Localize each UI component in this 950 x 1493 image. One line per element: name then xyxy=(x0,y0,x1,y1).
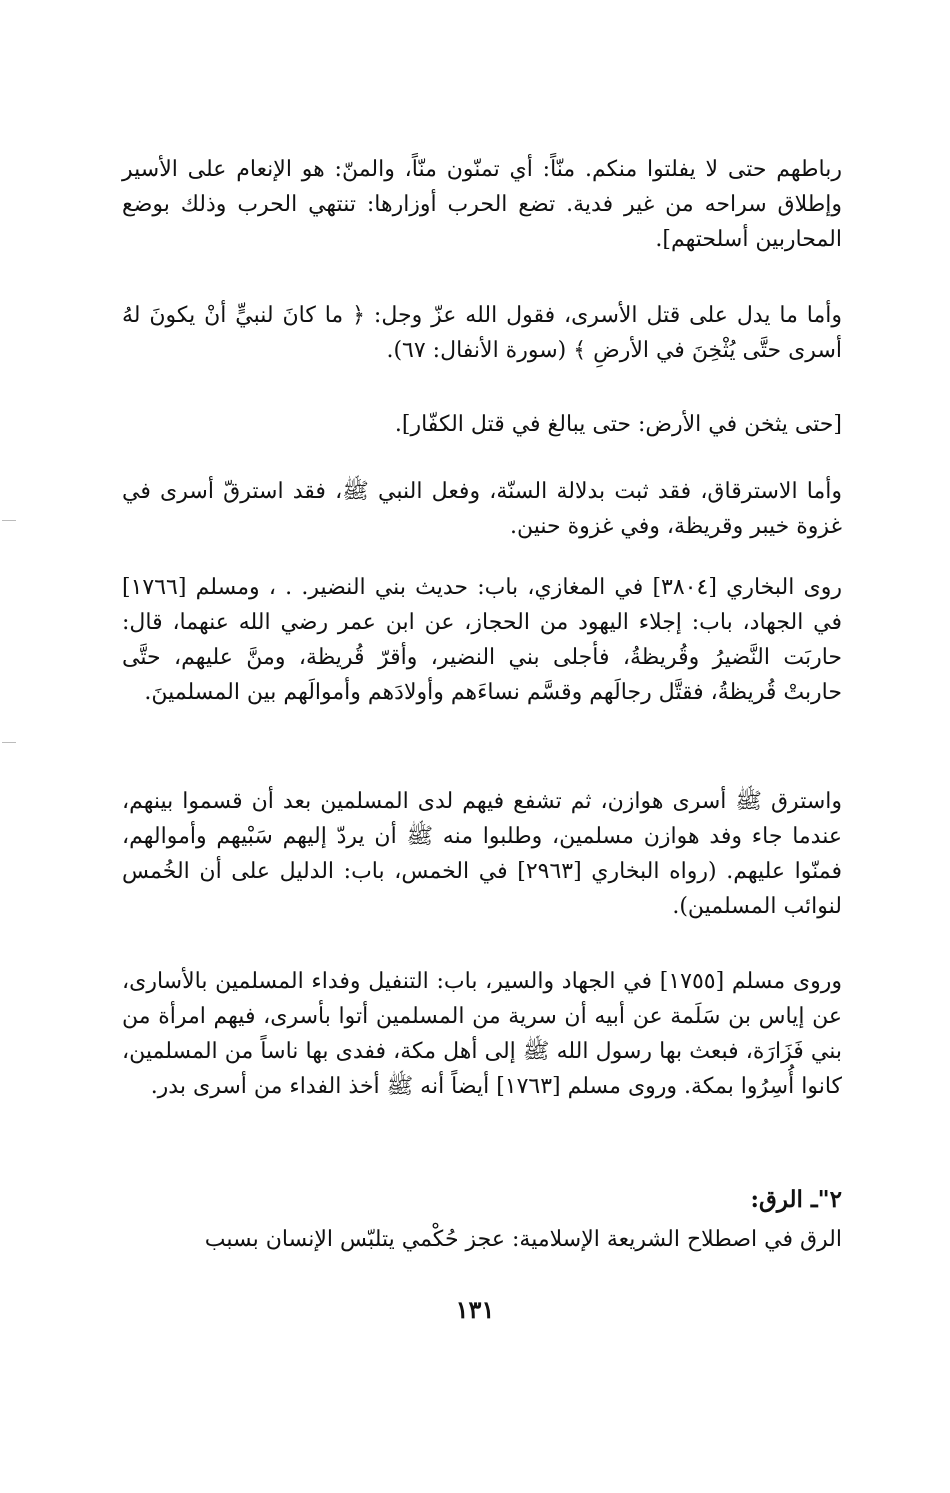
paragraph-5 xyxy=(122,570,842,710)
margin-mark xyxy=(2,520,16,521)
page-number: ١٣١ xyxy=(455,1295,495,1324)
paragraph-text: وروى مسلم [١٧٥٥] في الجهاد والسير، باب: التنفيل وفداء المسلمين بالأسارى، عن إياس بن سَلَمة عن أبيه أن سرية من المسلمين أتوا بأسرى، فيهم امرأة من بني فَزَارَة، فبعث بها رسول الله ﷺ إلى أهل مكة، ففدى بها ناساً من المسلمين، كانوا أُسِرُوا بمكة. وروى مسلم [١٧٦٣] أيضاً أنه ﷺ أخذ الفداء من أسرى بدر. xyxy=(122,969,842,1099)
margin-mark xyxy=(2,742,16,743)
paragraph-1 xyxy=(122,152,842,257)
paragraph-7 xyxy=(122,964,842,1104)
paragraph-3 xyxy=(122,407,842,442)
paragraph-8 xyxy=(122,1222,842,1257)
section-heading: ٢"ـ الرق: xyxy=(750,1186,842,1213)
paragraph-2 xyxy=(122,298,842,368)
paragraph-text: الرق في اصطلاح الشريعة الإسلامية: عجز حُكْمي يتلبّس الإنسان بسبب xyxy=(204,1227,842,1252)
paragraph-4 xyxy=(122,474,842,544)
paragraph-text: واسترق ﷺ أسرى هوازن، ثم تشفع فيهم لدى المسلمين بعد أن قسموا بينهم، عندما جاء وفد هوازن مسلمين، وطلبوا منه ﷺ أن يردّ إليهم سَبْيهم وأموالهم، فمنّوا عليهم. (رواه البخاري [٢٩٦٣] في الخمس، باب: الدليل على أن الخُمس لنوائب المسلمين). xyxy=(122,789,843,919)
paragraph-text: وأما ما يدل على قتل الأسرى، فقول الله عزّ وجل: ﴿ ما كانَ لنبيٍّ أنْ يكونَ لهُ أسرى حتَّى يُثْخِنَ في الأرضِ ﴾ (سورة الأنفال: ٦٧). xyxy=(122,303,842,363)
paragraph-text: وأما الاسترقاق، فقد ثبت بدلالة السنّة، وفعل النبي ﷺ، فقد استرقّ أسرى في غزوة خيبر وقريظة، وفي غزوة حنين. xyxy=(122,479,842,539)
paragraph-text: [حتى يثخن في الأرض: حتى يبالغ في قتل الكفّار]. xyxy=(394,412,842,437)
paragraph-text: روى البخاري [٣٨٠٤] في المغازي، باب: حديث بني النضير. . ، ومسلم [١٧٦٦] في الجهاد، باب: إجلاء اليهود من الحجاز، عن ابن عمر رضي الله عنهما، قال: حاربَت النَّضيرُ وقُريظةُ، فأجلى بني النضير، وأقرّ قُريظة، ومنَّ عليهم، حتَّى حاربتْ قُريظةُ، فقتَّل رجالَهم وقسَّم نساءَهم وأولادَهم وأموالَهم بين المسلمينَ. xyxy=(122,575,842,705)
paragraph-text: رباطهم حتى لا يفلتوا منكم. منّاً: أي تمنّون منّاً، والمنّ: هو الإنعام على الأسير وإطلاق سراحه من غير فدية. تضع الحرب أوزارها: تنتهي الحرب وذلك بوضع المحاربين أسلحتهم]. xyxy=(122,157,842,252)
paragraph-6 xyxy=(122,784,842,924)
